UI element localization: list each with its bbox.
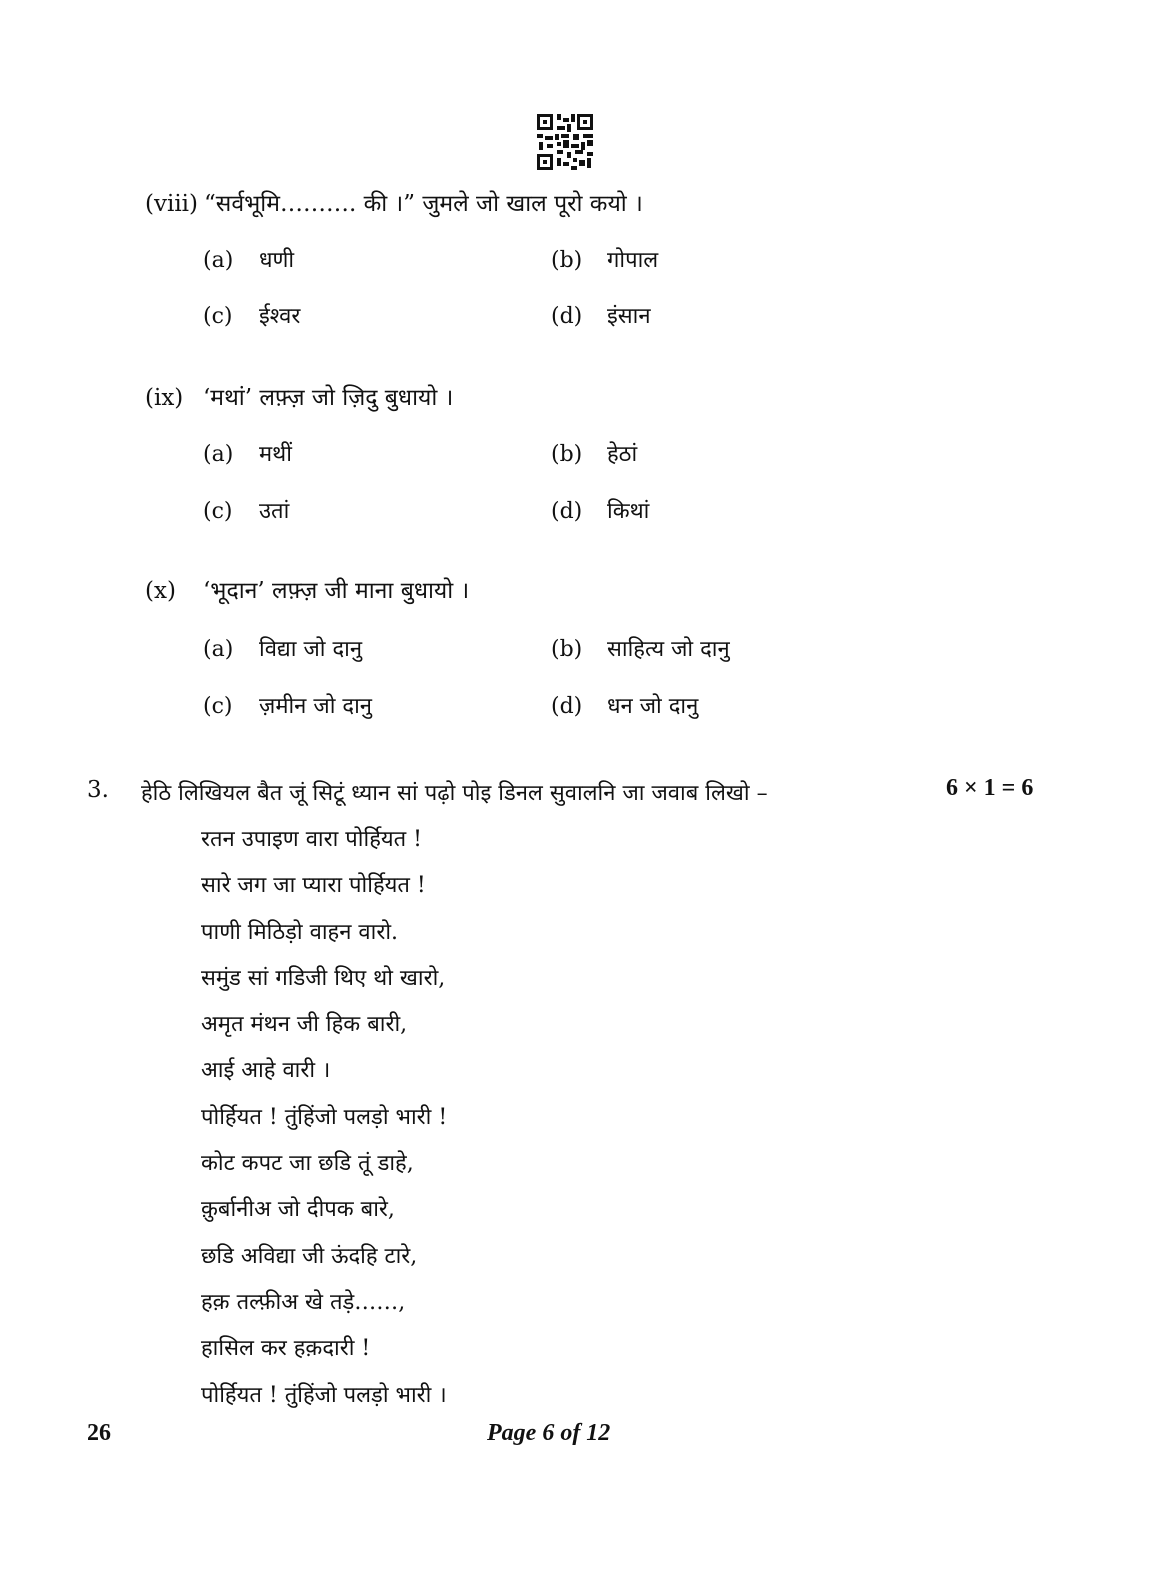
option-label: (a) (203, 637, 234, 662)
poem-line: क़ुर्बानीअ जो दीपक बारे, (201, 1197, 395, 1223)
option-text: गोपाल (607, 248, 659, 273)
option-label: (b) (551, 637, 583, 662)
poem-line: पोर्हियत ! तुंहिंजो पलड़ो भारी । (201, 1382, 447, 1408)
poem-line: समुंड सां गडिजी थिए थो खारो, (201, 965, 446, 991)
question-text: ‘मथां’ लफ़्ज़ जो ज़िदु बुधायो । (203, 385, 454, 411)
option-text: मथीं (259, 442, 292, 467)
option-label: (d) (551, 304, 583, 329)
poem-line: छडि अविद्या जी ऊंदहि टारे, (201, 1243, 418, 1269)
option-text: इंसान (607, 304, 651, 329)
question-text: “सर्वभूमि………. की ।” जुमले जो खाल पूरो कयो । (204, 191, 643, 217)
footer-code: 26 (87, 1420, 111, 1446)
question-3-text: हेठि लिखियल बैत जूं सिटूं ध्यान सां पढ़ो पोइ डिनल सुवालनि जा जवाब लिखो – (141, 781, 768, 806)
option-x-d (551, 690, 698, 720)
page-number: Page 6 of 12 (487, 1420, 611, 1446)
poem-line: आई आहे वारी । (201, 1058, 331, 1084)
option-text: उतां (259, 499, 290, 524)
poem-line: हक़ तल्फ़ीअ खे तड़े……, (201, 1289, 406, 1315)
option-ix-b (551, 438, 637, 468)
option-x-b (551, 633, 730, 663)
option-viii-b (551, 244, 658, 274)
option-label: (a) (203, 442, 234, 467)
option-label: (c) (203, 499, 233, 524)
poem-line: हासिल कर हक़दारी ! (201, 1336, 371, 1362)
poem-line: रतन उपाइण वारा पोर्हियत ! (201, 827, 423, 852)
question-number: (viii) (145, 191, 199, 217)
option-text: धणी (259, 248, 295, 273)
option-text: ज़मीन जो दानु (259, 694, 372, 719)
option-label: (c) (203, 694, 233, 719)
option-text: किथां (607, 499, 650, 524)
option-text: हेठां (607, 442, 638, 467)
poem (201, 824, 447, 1426)
option-label: (a) (203, 248, 234, 273)
question-3-marks: 6 × 1 = 6 (946, 775, 1034, 801)
option-text: ईश्वर (259, 304, 301, 329)
option-label: (b) (551, 442, 583, 467)
option-label: (d) (551, 499, 583, 524)
question-number: (ix) (145, 385, 184, 411)
question-number: (x) (145, 578, 176, 604)
question-ix (145, 380, 453, 412)
option-text: विद्या जो दानु (259, 637, 363, 662)
qr-code-icon (537, 114, 593, 170)
question-3-number: 3. (87, 777, 109, 803)
option-ix-d (551, 495, 649, 525)
option-x-c (203, 690, 372, 720)
option-text: साहित्य जो दानु (607, 637, 730, 662)
option-viii-d (551, 300, 651, 330)
question-text: ‘भूदान’ लफ़्ज़ जी माना बुधायो । (203, 578, 470, 604)
poem-line: अमृत मंथन जी हिक बारी, (201, 1012, 408, 1038)
option-ix-a (203, 438, 292, 468)
option-label: (b) (551, 248, 583, 273)
option-x-a (203, 633, 362, 663)
option-viii-a (203, 244, 294, 274)
poem-line: पाणी मिठिड़ो वाहन वारो. (201, 919, 399, 945)
question-x (145, 573, 469, 605)
poem-line: पोर्हियत ! तुंहिंजो पलड़ो भारी ! (201, 1104, 448, 1130)
poem-line: कोट कपट जा छडि तूं डाहे, (201, 1151, 414, 1177)
option-ix-c (203, 495, 289, 525)
question-viii (145, 186, 643, 218)
option-text: धन जो दानु (607, 694, 699, 719)
option-label: (d) (551, 694, 583, 719)
poem-line: सारे जग जा प्यारा पोर्हियत ! (201, 873, 426, 899)
option-label: (c) (203, 304, 233, 329)
option-viii-c (203, 300, 300, 330)
